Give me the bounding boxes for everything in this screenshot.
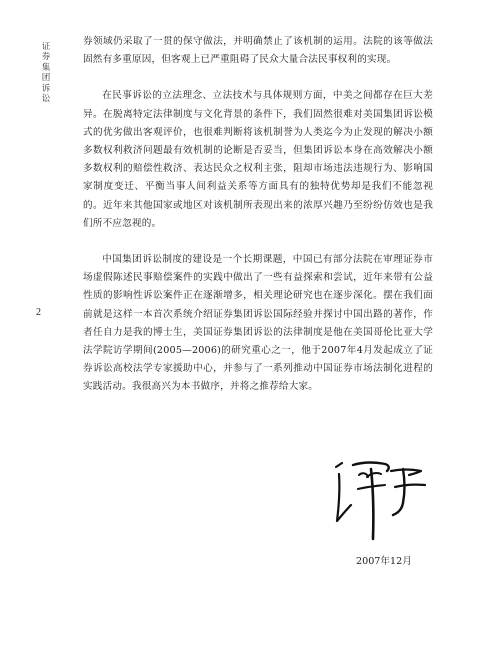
body-text <box>83 33 433 397</box>
handwritten-signature <box>333 459 429 543</box>
page-number: 2 <box>36 307 41 318</box>
paragraph-3: 中国集团诉讼制度的建设是一个长期课题，中国已有部分法院在审理证券市场虚假陈述民事赔偿案件的实践中做出了一些有益探索和尝试，近年来带有公益性质的影响性诉讼案件正在逐渐增多，相关理论研究也在逐步深化。摆在我们面前就是这样一本首次系统介绍证券集团诉讼国际经验并探讨中国出路的著作，作者任自力是我的博士生，美国证券集团诉讼的法律制度是他在美国哥伦比亚大学法学院访学期间(2005—2006)的研究重心之一，他于2007年4月发起成立了证券诉讼高校法学专家援助中心，并参与了一系列推动中国证券市场法制化进程的实践活动。我很高兴为本书做序，并将之推荐给大家。 <box>83 254 433 393</box>
paragraph-1: 券领域仍采取了一贯的保守做法，并明确禁止了该机制的运用。法院的该等做法固然有多重原因，但客观上已严重阻碍了民众大量合法民事权利的实现。 <box>83 36 433 66</box>
date: 2007年12月 <box>356 556 412 567</box>
paragraph-2: 在民事诉讼的立法理念、立法技术与具体规则方面，中美之间都存在巨大差异。在脱离特定法律制度与文化背景的条件下，我们固然很难对美国集团诉讼模式的优劣做出客观评价，也很难判断将该机制誉为人类迄今为止发现的解决小额多数权利救济问题最有效机制的论断是否妥当，但集团诉讼本身在高效解决小额多数权利的赔偿性救济、表达民众之权利主张，阻却市场违法违规行为、影响国家制度变迁、平衡当事人间利益关系等方面具有的独特优势却是我们不能忽视的。近年来其他国家或地区对该机制所表现出来的浓厚兴趣乃至纷纷仿效也是我们所不应忽视的。 <box>83 90 433 229</box>
running-title: 证券集团诉讼 <box>41 42 51 105</box>
